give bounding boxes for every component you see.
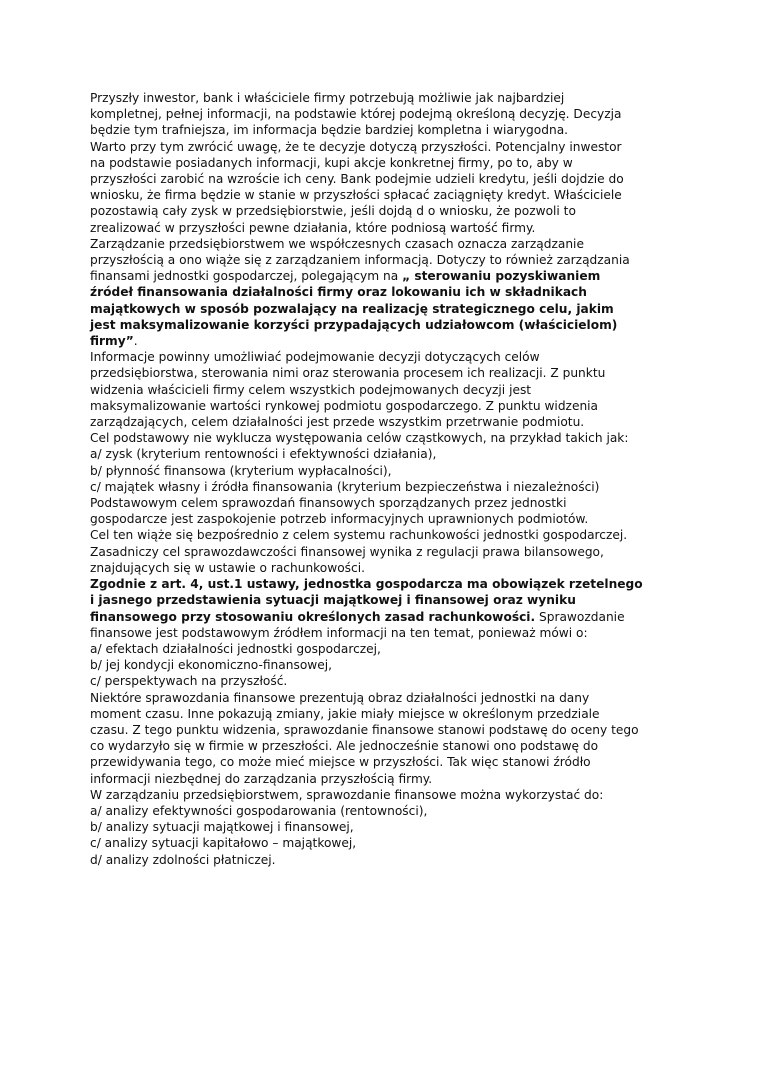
text-line: znajdujących się w ustawie o rachunkowości.	[90, 560, 365, 575]
text-line: co wydarzyło się w firmie w przeszłości. Ale jednocześnie stanowi ono podstawę do	[90, 739, 599, 754]
text-line: gospodarcze jest zaspokojenie potrzeb informacyjnych uprawnionych podmiotów.	[90, 512, 589, 527]
list-item: b/ jej kondycji ekonomiczno-finansowej,	[90, 658, 333, 673]
paragraph-financial-statements-goal	[90, 495, 680, 527]
text-line: Niektóre sprawozdania finansowe prezentują obraz działalności jednostki na dany	[90, 690, 590, 705]
list-item: b/ płynność finansowa (kryterium wypłacalności),	[90, 463, 392, 478]
text-line: moment czasu. Inne pokazują zmiany, jakie miały miejsce w określonym przedziale	[90, 706, 600, 721]
text-line: Przyszły inwestor, bank i właściciele firmy potrzebują możliwie jak najbardziej	[90, 91, 565, 105]
paragraph-accounting-system	[90, 527, 680, 576]
text-line-bold: źródeł finansowania działalności firmy oraz lokowaniu ich w składnikach	[90, 285, 587, 300]
text-line: na podstawie posiadanych informacji, kupi akcje konkretnej firmy, po to, aby w	[90, 155, 573, 170]
paragraph-management-definition	[90, 236, 680, 349]
text-line-mixed	[90, 609, 680, 625]
text-line-bold: majątkowych w sposób pozwalający na realizację strategicznego celu, jakim	[90, 301, 614, 316]
text-line: przyszłości zarobić na wzroście ich ceny. Bank podejmie udzieli kredytu, jeśli dojdzie do	[90, 172, 624, 187]
text-line: przedsiębiorstwa, sterowania nimi oraz sterowania procesem ich realizacji. Z punktu	[90, 366, 606, 381]
paragraph-information-goals	[90, 349, 680, 430]
text-bold: firmy”	[90, 334, 134, 349]
paragraph-partial-goals	[90, 430, 680, 495]
text-bold: „ sterowaniu pozyskiwaniem	[402, 269, 601, 284]
text-line: kompletnej, pełnej informacji, na podstawie której podejmą określoną decyzję. Decyzja	[90, 107, 622, 122]
text-line: widzenia właścicieli firmy celem wszystkich podejmowanych decyzji jest	[90, 382, 532, 397]
text-line: czasu. Z tego punktu widzenia, sprawozdanie finansowe stanowi podstawę do oceny tego	[90, 722, 639, 737]
text-line: Podstawowym celem sprawozdań finansowych sporządzanych przez jednostki	[90, 496, 567, 511]
list-item: a/ zysk (kryterium rentowności i efektywności działania),	[90, 447, 437, 462]
text-line: maksymalizowanie wartości rynkowej podmiotu gospodarczego. Z punktu widzenia	[90, 398, 599, 413]
document-page	[90, 90, 680, 868]
text-line: Zasadniczy cel sprawozdawczości finansowej wynika z regulacji prawa bilansowego,	[90, 544, 604, 559]
list-item: a/ efektach działalności jednostki gospodarczej,	[90, 641, 381, 656]
text-line-bold: jest maksymalizowanie korzyści przypadających udziałowcom (właścicielom)	[90, 317, 618, 332]
paragraph-future-decisions	[90, 139, 680, 236]
paragraph-statements-usage	[90, 787, 680, 868]
text-plain: Sprawozdanie	[535, 609, 625, 624]
text-line: przewidywania tego, co może mieć miejsce w przyszłości. Tak więc stanowi źródło	[90, 755, 591, 770]
list-item: b/ analizy sytuacji majątkowej i finansowej,	[90, 820, 354, 835]
text-line: będzie tym trafniejsza, im informacja będzie bardziej kompletna i wiarygodna.	[90, 123, 569, 138]
text-plain: finansami jednostki gospodarczej, polegającym na	[90, 269, 403, 284]
paragraph-article-4	[90, 576, 680, 689]
text-line: informacji niezbędnej do zarządzania przyszłością firmy.	[90, 771, 433, 786]
text-plain: .	[133, 334, 138, 349]
list-item: c/ majątek własny i źródła finansowania (kryterium bezpieczeństwa i niezależności)	[90, 479, 600, 494]
text-line-bold: i jasnego przedstawienia sytuacji majątkowej i finansowej oraz wyniku	[90, 593, 576, 608]
text-line-mixed	[90, 333, 680, 349]
paragraph-investors	[90, 90, 680, 139]
text-line: W zarządzaniu przedsiębiorstwem, sprawozdanie finansowe można wykorzystać do:	[90, 787, 604, 802]
text-line-bold: Zgodnie z art. 4, ust.1 ustawy, jednostka gospodarcza ma obowiązek rzetelnego	[90, 577, 643, 592]
text-line: Cel ten wiąże się bezpośrednio z celem systemu rachunkowości jednostki gospodarczej.	[90, 528, 628, 543]
list-item: c/ analizy sytuacji kapitałowo – majątkowej,	[90, 836, 357, 851]
text-line: finansowe jest podstawowym źródłem informacji na ten temat, ponieważ mówi o:	[90, 625, 588, 640]
text-line: Cel podstawowy nie wyklucza występowania celów cząstkowych, na przykład takich jak:	[90, 431, 629, 446]
text-line-mixed	[90, 268, 680, 284]
text-line: Informacje powinny umożliwiać podejmowanie decyzji dotyczących celów	[90, 350, 540, 365]
paragraph-statements-time	[90, 690, 680, 787]
text-line: wniosku, że firma będzie w stanie w przyszłości spłacać zaciągnięty kredyt. Właściciele	[90, 188, 622, 203]
text-bold: finansowego przy stosowaniu określonych zasad rachunkowości.	[90, 609, 536, 624]
text-line: Zarządzanie przedsiębiorstwem we współczesnych czasach oznacza zarządzanie	[90, 236, 584, 251]
list-item: a/ analizy efektywności gospodarowania (rentowności),	[90, 803, 428, 818]
text-line: zrealizować w przyszłości pewne działania, które podniosą wartość firmy.	[90, 220, 536, 235]
list-item: d/ analizy zdolności płatniczej.	[90, 852, 276, 867]
text-line: przyszłością a ono wiąże się z zarządzaniem informacją. Dotyczy to również zarządzania	[90, 253, 630, 268]
text-line: zarządzających, celem działalności jest przede wszystkim przetrwanie podmiotu.	[90, 415, 585, 430]
text-line: Warto przy tym zwrócić uwagę, że te decyzje dotyczą przyszłości. Potencjalny inwestor	[90, 139, 622, 154]
list-item: c/ perspektywach na przyszłość.	[90, 674, 288, 689]
text-line: pozostawią cały zysk w przedsiębiorstwie, jeśli dojdą d o wniosku, że pozwoli to	[90, 204, 576, 219]
